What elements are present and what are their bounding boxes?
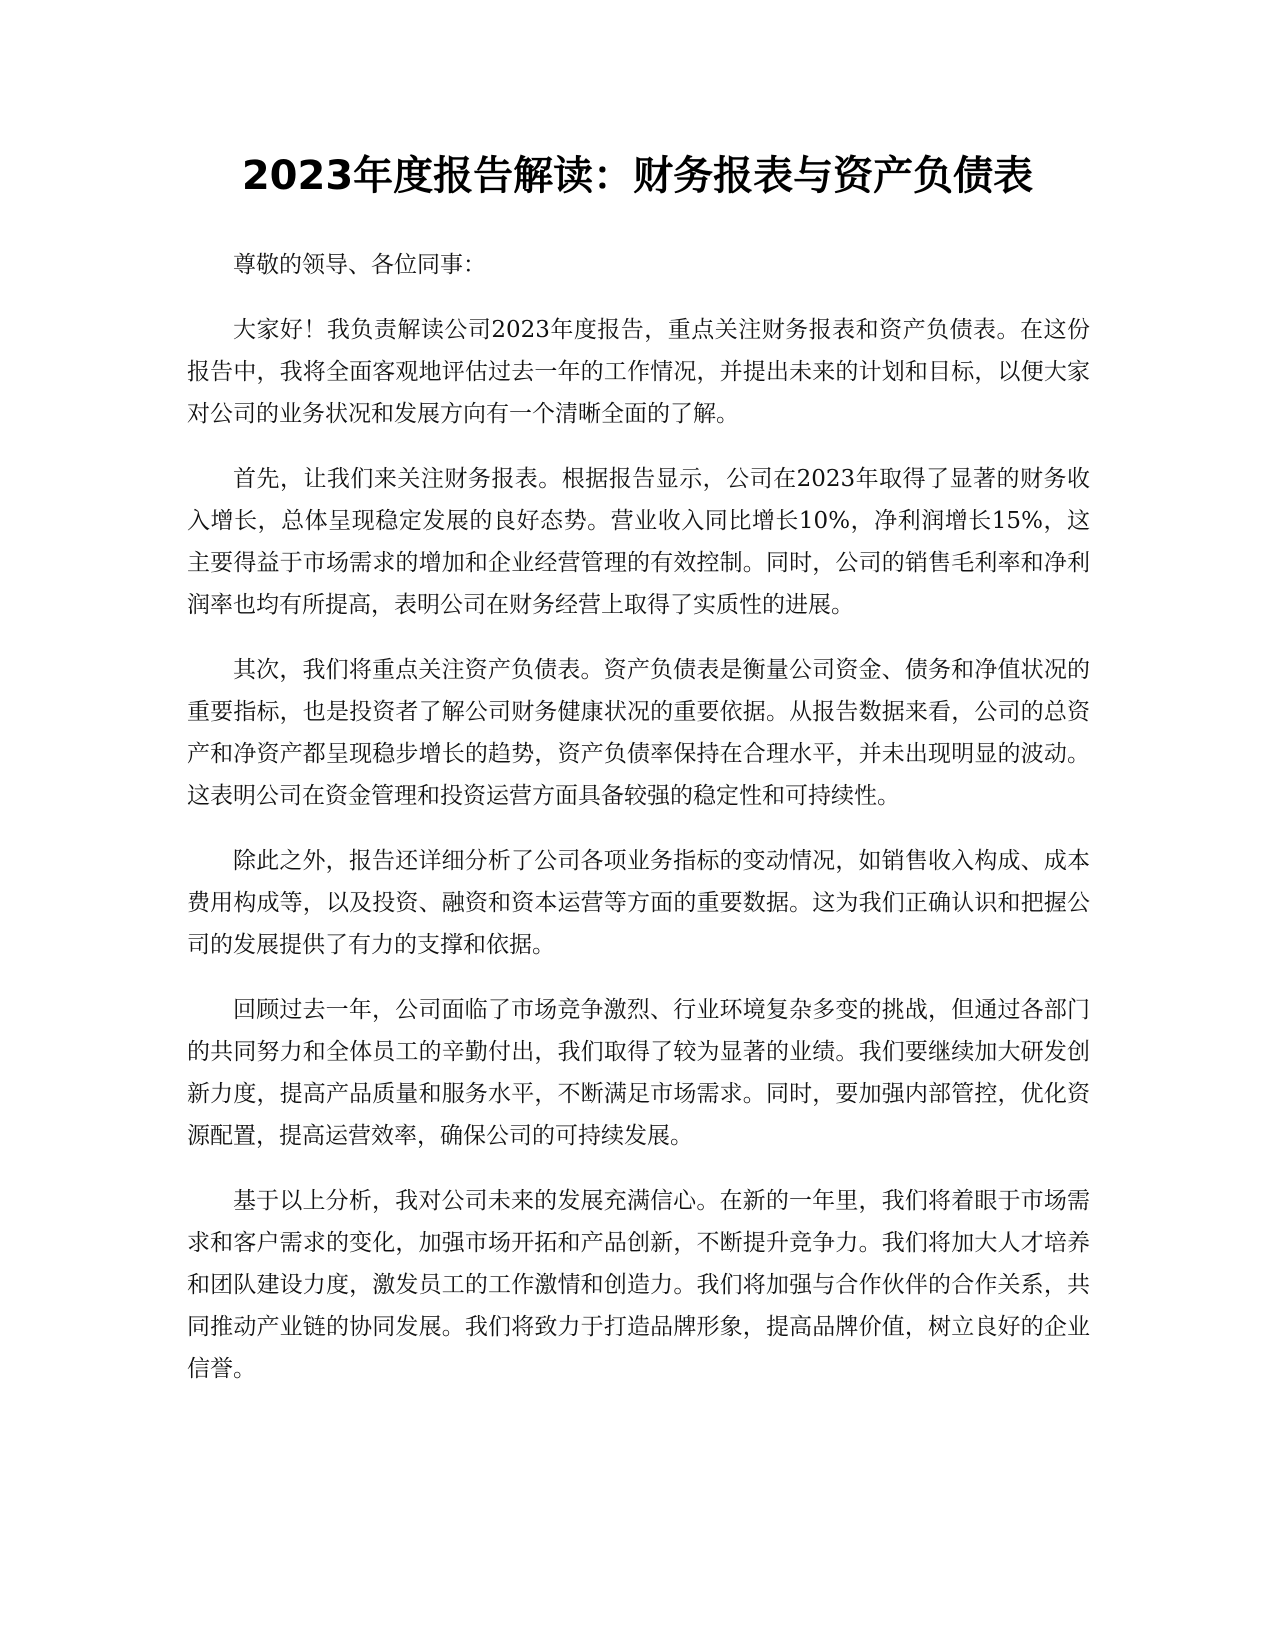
business-indicators-paragraph: 除此之外，报告还详细分析了公司各项业务指标的变动情况，如销售收入构成、成本费用构成等，以及投资、融资和资本运营等方面的重要数据。这为我们正确认识和把握公司的发展提供了有力的支撑和依据。 <box>187 848 1090 958</box>
outlook-paragraph: 基于以上分析，我对公司未来的发展充满信心。在新的一年里，我们将着眼于市场需求和客户需求的变化，加强市场开拓和产品创新，不断提升竞争力。我们将加大人才培养和团队建设力度，激发员工的工作激情和创造力。我们将加强与合作伙伴的合作关系，共同推动产业链的协同发展。我们将致力于打造品牌形象，提高品牌价值，树立良好的企业信誉。 <box>187 1188 1090 1382</box>
document-title: 2023年度报告解读：财务报表与资产负债表 <box>241 153 1034 199</box>
document-body <box>187 244 1090 1413</box>
intro-paragraph: 大家好！我负责解读公司2023年度报告，重点关注财务报表和资产负债表。在这份报告中，我将全面客观地评估过去一年的工作情况，并提出未来的计划和目标，以便大家对公司的业务状况和发展方向有一个清晰全面的了解。 <box>187 317 1090 427</box>
financial-statement-paragraph: 首先，让我们来关注财务报表。根据报告显示，公司在2023年取得了显著的财务收入增长，总体呈现稳定发展的良好态势。营业收入同比增长10%，净利润增长15%，这主要得益于市场需求的增加和企业经营管理的有效控制。同时，公司的销售毛利率和净利润率也均有所提高，表明公司在财务经营上取得了实质性的进展。 <box>187 466 1090 618</box>
review-paragraph: 回顾过去一年，公司面临了市场竞争激烈、行业环境复杂多变的挑战，但通过各部门的共同努力和全体员工的辛勤付出，我们取得了较为显著的业绩。我们要继续加大研发创新力度，提高产品质量和服务水平，不断满足市场需求。同时，要加强内部管控，优化资源配置，提高运营效率，确保公司的可持续发展。 <box>187 997 1090 1149</box>
salutation-paragraph: 尊敬的领导、各位同事： <box>233 252 486 278</box>
balance-sheet-paragraph: 其次，我们将重点关注资产负债表。资产负债表是衡量公司资金、债务和净值状况的重要指标，也是投资者了解公司财务健康状况的重要依据。从报告数据来看，公司的总资产和净资产都呈现稳步增长的趋势，资产负债率保持在合理水平，并未出现明显的波动。这表明公司在资金管理和投资运营方面具备较强的稳定性和可持续性。 <box>187 657 1090 809</box>
